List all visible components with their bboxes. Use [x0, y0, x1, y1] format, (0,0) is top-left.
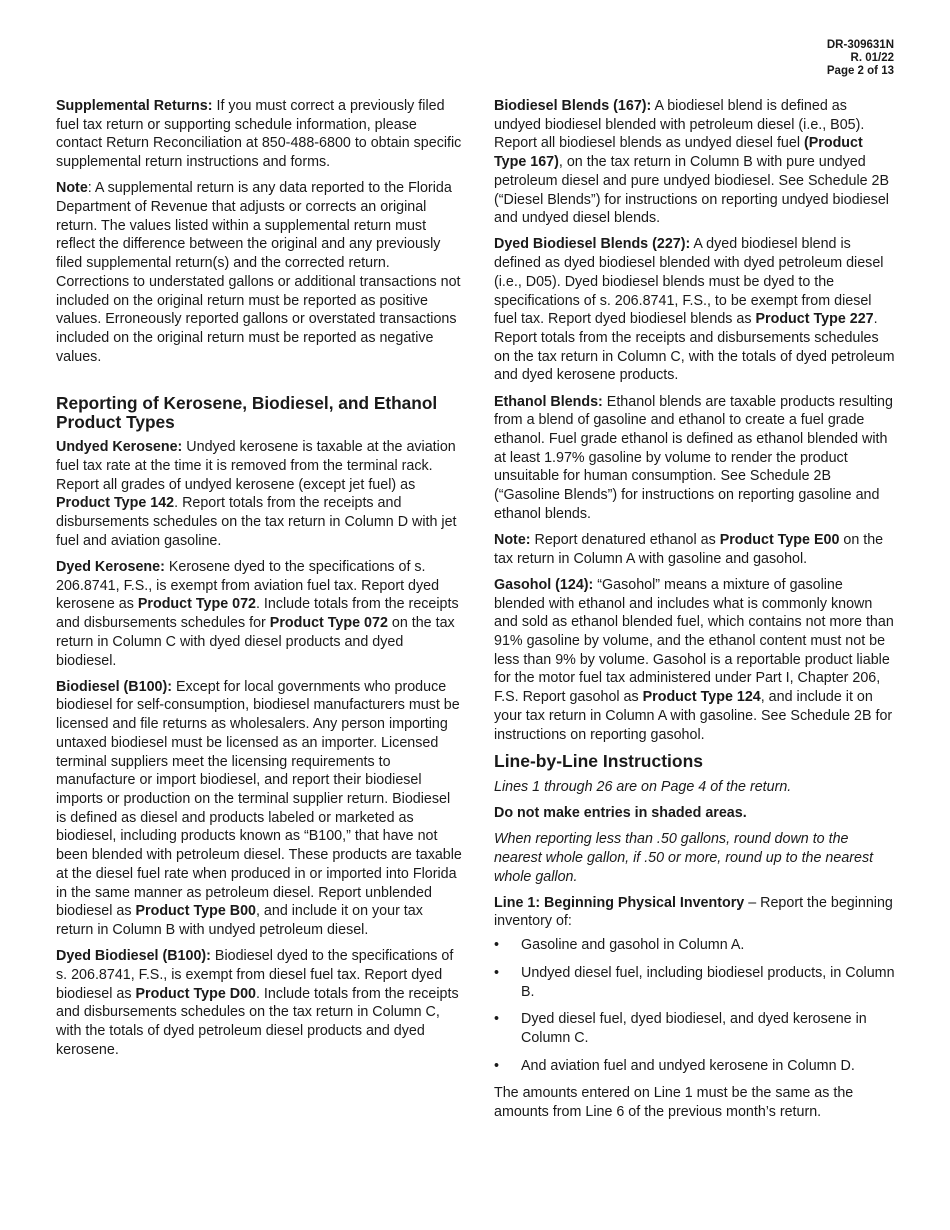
ethanol-note-paragraph [494, 531, 896, 568]
bullet-icon: • [494, 1057, 500, 1074]
line-1-bullet-list [494, 936, 896, 1075]
biodiesel-blends-paragraph [494, 97, 896, 228]
list-item [494, 1010, 896, 1047]
product-type-167: (Product Type 167) [494, 135, 863, 171]
dyed-biodiesel-blends-text: A dyed biodiesel blend is defined as dyed biodiesel blended with dyed petroleum diesel (i.e., D05). Dyed biodiesel blends must be dyed to the specifications of s. 206.8741, F.S., to be exempt from diesel fuel tax. Report dyed biodiesel blends as [494, 236, 884, 328]
dyed-kerosene-text-2: . Include totals from the receipts and disbursements schedules for [56, 596, 459, 632]
note-title: Note [56, 180, 88, 197]
ethanol-note-title: Note: [494, 531, 531, 548]
dyed-biodiesel-blends-title: Dyed Biodiesel Blends (227): [494, 236, 691, 253]
line-1-text: – Report the beginning inventory of: [494, 894, 893, 930]
dyed-biodiesel-text-2: . Include totals from the receipts and disbursements schedules on the tax return in Column C, with the totals of dyed petroleum diesel products and dyed kerosene. [56, 985, 459, 1058]
right-column [494, 97, 896, 1129]
product-type-142: Product Type 142 [56, 495, 175, 512]
product-type-124: Product Type 124 [642, 689, 761, 706]
form-number: DR-309631N [826, 39, 894, 51]
bullet-text: Dyed diesel fuel, dyed biodiesel, and dyed kerosene in Column C. [521, 1011, 867, 1046]
dyed-biodiesel-paragraph [56, 947, 462, 1059]
product-type-e00: Product Type E00 [719, 531, 840, 548]
gasohol-title: Gasohol (124): [494, 576, 594, 593]
ethanol-blends-paragraph [494, 393, 896, 524]
dyed-kerosene-paragraph [56, 558, 462, 670]
line-1-title: Line 1: Beginning Physical Inventory [494, 894, 745, 911]
dyed-biodiesel-title: Dyed Biodiesel (B100): [56, 948, 211, 965]
dyed-kerosene-text: Kerosene dyed to the specifications of s. 206.8741, F.S., is exempt from aviation fuel tax. Report dyed kerosene as [56, 559, 440, 613]
gasohol-text-2: , and include it on your tax return in Column A with gasoline. See Schedule 2B for instructions on reporting gasohol. [494, 689, 893, 743]
bullet-icon: • [494, 1011, 500, 1028]
bullet-text: And aviation fuel and undyed kerosene in Column D. [521, 1057, 855, 1074]
gasohol-paragraph [494, 576, 896, 744]
product-type-b00: Product Type B00 [135, 903, 256, 920]
dyed-kerosene-text-3: on the tax return in Column C with dyed diesel products and dyed biodiesel. [56, 615, 455, 669]
gasohol-text: “Gasohol” means a mixture of gasoline blended with ethanol and includes what is commonly known and sold as ethanol blended fuel, which contains not more than 91% gasoline by volume, and the ethanol content must not be less than 9% by volume. Gasohol is a reportable product liable for the motor fuel tax administered under Part I, Chapter 206, F.S. Report gasohol as [494, 576, 894, 706]
line-1-paragraph [494, 894, 896, 931]
dyed-biodiesel-blends-text-2: . Report totals from the receipts and disbursements schedules on the tax return in Column C, with the totals of dyed petroleum and dyed kerosene products. [494, 311, 895, 384]
no-entries-note [494, 804, 896, 823]
rounding-note: When reporting less than .50 gallons, round down to the nearest whole gallon, if .50 or more, round up to the nearest whole gallon. [494, 831, 874, 885]
undyed-kerosene-text-2: . Report totals from the receipts and disbursements schedules on the tax return in Column D with jet fuel and aviation gasoline. [56, 495, 457, 549]
bullet-text: Undyed diesel fuel, including biodiesel products, in Column B. [521, 964, 895, 1000]
list-item [494, 936, 896, 955]
bullet-icon: • [494, 937, 500, 954]
product-type-072-2: Product Type 072 [269, 615, 388, 632]
product-type-072: Product Type 072 [137, 596, 256, 613]
list-item [494, 964, 896, 1001]
note-paragraph [56, 179, 462, 366]
undyed-kerosene-title: Undyed Kerosene: [56, 439, 183, 456]
ethanol-blends-text: Ethanol blends are taxable products resulting from a blend of gasoline and ethanol to create a fuel grade ethanol. Fuel grade ethanol is defined as ethanol blended with at least 1.97% gasoline by volume to render the product unsuitable for human consumption. See Schedule 2B (“Gasoline Blends”) for instructions on reporting gasoline and ethanol blends. [494, 393, 893, 522]
supplemental-returns-title: Supplemental Returns: [56, 98, 213, 114]
biodiesel-blends-text-2: , on the tax return in Column B with pure undyed petroleum diesel and pure undyed biodiesel. See Schedule 2B (“Diesel Blends”) for instructions on reporting undyed biodiesel and undyed diesel blends. [494, 154, 890, 227]
line-1-closing: The amounts entered on Line 1 must be the same as the amounts from Line 6 of the previous month’s return. [494, 1085, 854, 1121]
dyed-biodiesel-text: Biodiesel dyed to the specifications of s. 206.8741, F.S., is exempt from diesel fuel tax. Report dyed biodiesel as [56, 948, 454, 1002]
dyed-biodiesel-blends-paragraph [494, 235, 896, 385]
biodiesel-paragraph [56, 678, 462, 940]
ethanol-note-text: Report denatured ethanol as [530, 531, 720, 548]
biodiesel-title: Biodiesel (B100): [56, 678, 172, 695]
dyed-kerosene-title: Dyed Kerosene: [56, 559, 165, 576]
supplemental-returns-paragraph [56, 97, 462, 172]
lines-note: Lines 1 through 26 are on Page 4 of the return. [494, 778, 792, 795]
line-by-line-heading: Line-by-Line Instructions [494, 750, 704, 771]
kerosene-section-heading: Reporting of Kerosene, Biodiesel, and Ethanol Product Types [56, 393, 438, 433]
undyed-kerosene-text: Undyed kerosene is taxable at the aviation fuel tax rate at the time it is removed from the terminal rack. Report all grades of undyed kerosene (except jet fuel) as [56, 439, 456, 493]
biodiesel-text-2: , and include it on your tax return in Column B with undyed petroleum diesel. [56, 903, 423, 938]
ethanol-blends-title: Ethanol Blends: [494, 393, 603, 410]
form-revision: R. 01/22 [850, 52, 894, 64]
biodiesel-blends-text: A biodiesel blend is defined as undyed biodiesel blended with petroleum diesel (i.e., B05). Report all biodiesel blends as undyed diesel fuel [494, 98, 865, 152]
bullet-icon: • [494, 964, 500, 981]
ethanol-note-text-2: on the tax return in Column A with gasoline and gasohol. [494, 531, 884, 567]
page-number: Page 2 of 13 [826, 65, 894, 77]
list-item [494, 1057, 896, 1076]
biodiesel-text: Except for local governments who produce biodiesel for self-consumption, biodiesel manufacturers must be licensed and file returns as wholesalers. Any person importing untaxed biodiesel must be licensed as an importer. Licensed terminal suppliers meet the licensing requirements to manufacture or import biodiesel, and report their biodiesel imports or production on the terminal supplier return. Biodiesel is defined as diesel and products labeled or marketed as biodiesel, including products known as “B100,” that have not been blended with petroleum diesel. These products are taxable at the diesel fuel rate when produced in or imported into Florida in the same manner as petroleum diesel. Report unblended biodiesel as [56, 678, 462, 920]
product-type-d00: Product Type D00 [135, 985, 256, 1002]
left-column [56, 97, 462, 1067]
no-entries-text: Do not make entries in shaded areas. [494, 804, 747, 821]
form-header [827, 39, 894, 78]
note-text: : A supplemental return is any data reported to the Florida Department of Revenue that adjusts or corrects an original return. The values listed within a supplemental return must reflect the difference between the original and any previously filed supplemental return(s) and the corrected return. Corrections to understated gallons or additional transactions not included on the original return must be reported as positive values. Erroneously reported gallons or overstated transactions included on the original return must be reported as negative values. [56, 180, 461, 365]
bullet-text: Gasoline and gasohol in Column A. [521, 937, 745, 954]
supplemental-returns-text: If you must correct a previously filed fuel tax return or supporting schedule information, please contact Return Reconciliation at 850-488-6800 to obtain specific supplemental return instructions and forms. [56, 98, 462, 171]
product-type-227: Product Type 227 [755, 311, 874, 328]
biodiesel-blends-title: Biodiesel Blends (167): [494, 98, 652, 114]
undyed-kerosene-paragraph [56, 438, 462, 550]
